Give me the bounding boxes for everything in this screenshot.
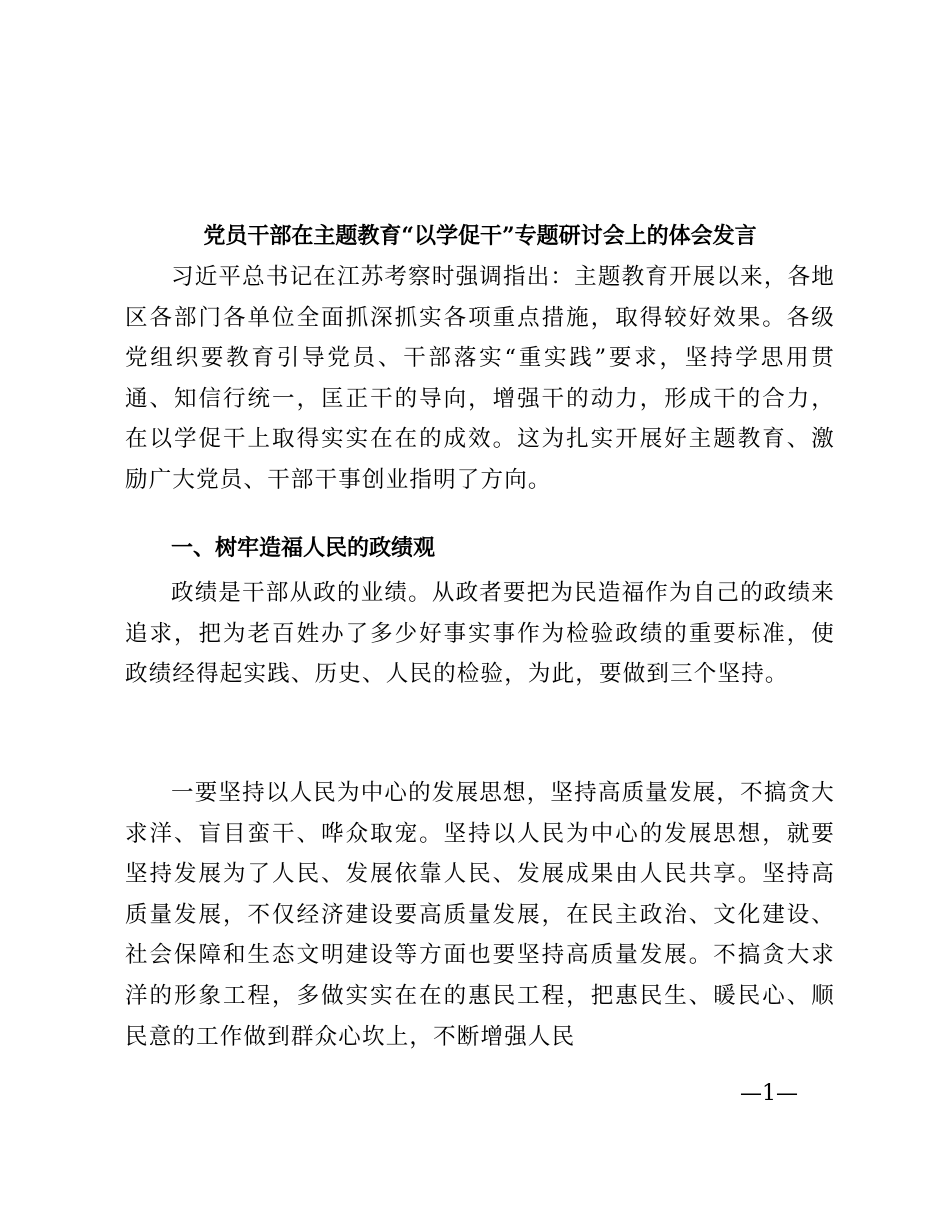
document-title: 党员干部在主题教育“以学促干”专题研讨会上的体会发言: [203, 223, 757, 249]
paragraph-achievements: 政绩是干部从政的业绩。从政者要把为民造福作为自己的政绩来追求，把为老百姓办了多少好事实事作为检验政绩的重要标准，使政绩经得起实践、历史、人民的检验，为此，要做到三个坚持。: [125, 580, 835, 688]
page-number: —1—: [740, 1081, 798, 1106]
paragraph-first-point: 一要坚持以人民为中心的发展思想，坚持高质量发展，不搞贪大求洋、盲目蛮干、哗众取宠。坚持以人民为中心的发展思想，就要坚持发展为了人民、发展依靠人民、发展成果由人民共享。坚持高质量发展，不仅经济建设要高质量发展，在民主政治、文化建设、社会保障和生态文明建设等方面也要坚持高质量发展。不搞贪大求洋的形象工程，多做实实在在的惠民工程，把惠民生、暖民心、顺民意的工作做到群众心坎上，不断增强人民: [125, 780, 835, 1050]
section-heading: 一、树牢造福人民的政绩观: [171, 536, 436, 561]
paragraph-intro: 习近平总书记在江苏考察时强调指出：主题教育开展以来，各地区各部门各单位全面抓深抓实各项重点措施，取得较好效果。各级党组织要教育引导党员、干部落实“重实践”要求，坚持学思用贯通、知信行统一，匡正干的导向，增强干的动力，形成干的合力，在以学促干上取得实实在在的成效。这为扎实开展好主题教育、激励广大党员、干部干事创业指明了方向。: [125, 264, 835, 493]
